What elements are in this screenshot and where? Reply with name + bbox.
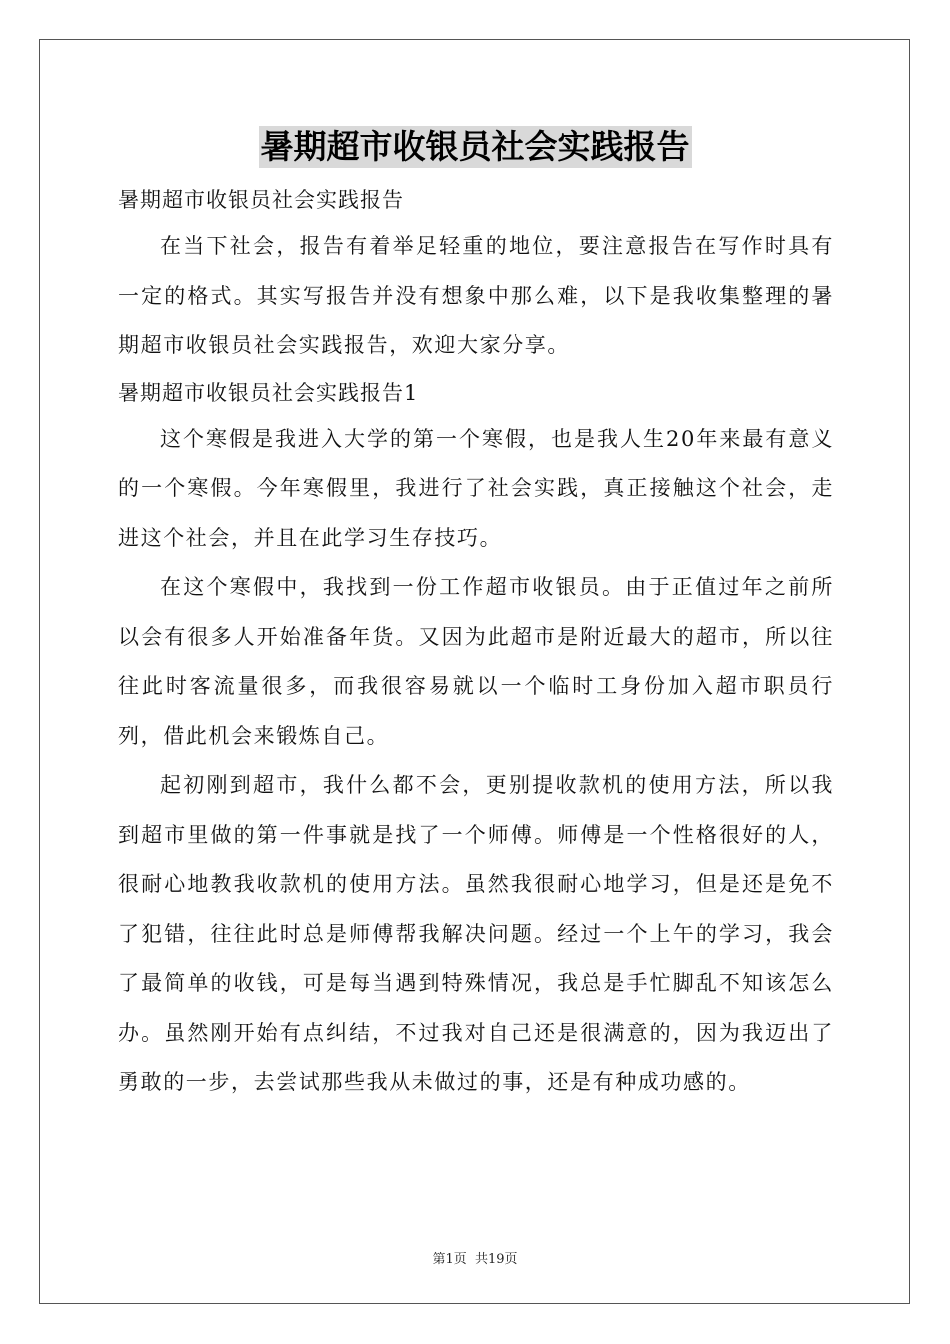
section-heading-report-1: 暑期超市收银员社会实践报告1: [118, 380, 419, 405]
document-title: 暑期超市收银员社会实践报告: [260, 127, 690, 166]
page-footer: [0, 1248, 950, 1267]
paragraph-3: 起初刚到超市，我什么都不会，更别提收款机的使用方法，所以我到超市里做的第一件事就是找了一个师傅。师傅是一个性格很好的人，很耐心地教我收款机的使用方法。虽然我很耐心地学习，但是还是免不了犯错，往往此时总是师傅帮我解决问题。经过一个上午的学习，我会了最简单的收钱，可是每当遇到特殊情况，我总是手忙脚乱不知该怎么办。虽然刚开始有点纠结，不过我对自己还是很满意的，因为我迈出了勇敢的一步，去尝试那些我从未做过的事，还是有种成功感的。: [118, 773, 834, 1094]
paragraph-2: 在这个寒假中，我找到一份工作超市收银员。由于正值过年之前所以会有很多人开始准备年货。又因为此超市是附近最大的超市，所以往往此时客流量很多，而我很容易就以一个临时工身份加入超市职员行列，借此机会来锻炼自己。: [118, 575, 834, 748]
title-container: [0, 126, 950, 168]
paragraph-1: 这个寒假是我进入大学的第一个寒假，也是我人生20年来最有意义的一个寒假。今年寒假里，我进行了社会实践，真正接触这个社会，走进这个社会，并且在此学习生存技巧。: [118, 426, 834, 550]
page-number: 第1页 共19页: [432, 1252, 518, 1267]
section-heading-intro: 暑期超市收银员社会实践报告: [118, 188, 404, 212]
document-body: [118, 178, 834, 1108]
paragraph-intro: 在当下社会，报告有着举足轻重的地位，要注意报告在写作时具有一定的格式。其实写报告并没有想象中那么难，以下是我收集整理的暑期超市收银员社会实践报告，欢迎大家分享。: [118, 234, 834, 357]
